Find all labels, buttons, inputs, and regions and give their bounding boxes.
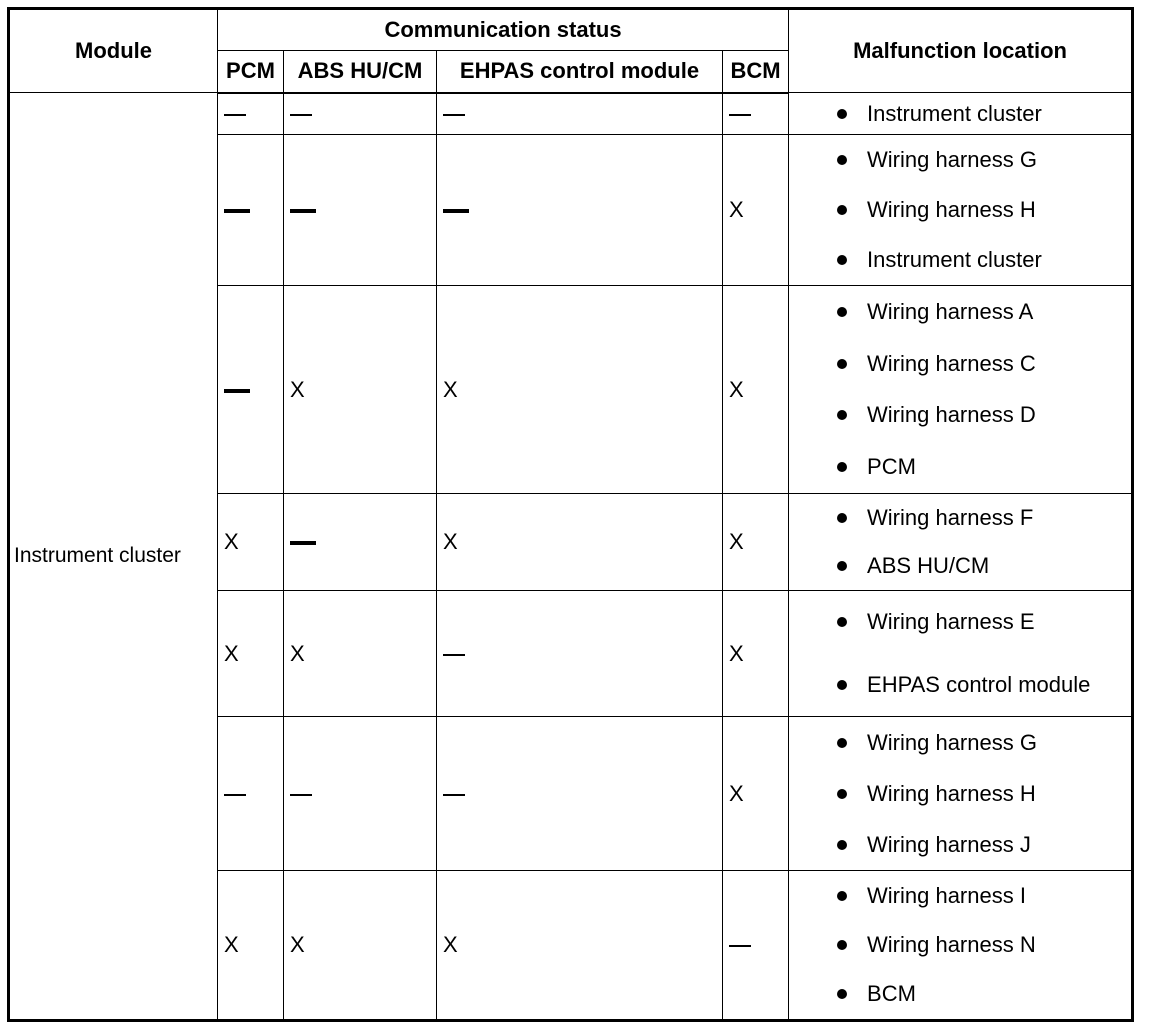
status-not-ok-mark: X: [290, 932, 305, 957]
location-text: EHPAS control module: [867, 671, 1091, 697]
list-item: [837, 100, 1131, 128]
column-header-ehpas: EHPAS control module: [437, 51, 723, 93]
status-ok-mark: [224, 209, 250, 213]
status-cell-abs: [284, 591, 437, 717]
bullet-icon: [837, 940, 847, 950]
list-item: [837, 931, 1131, 959]
location-text: Instrument cluster: [867, 100, 1042, 126]
list-item: [837, 552, 1131, 580]
status-ok-mark: [443, 654, 465, 656]
status-ok-mark: [443, 114, 465, 116]
bullet-icon: [837, 205, 847, 215]
list-item: [837, 980, 1131, 1008]
status-ok-mark: [224, 389, 250, 393]
bullet-icon: [837, 789, 847, 799]
status-ok-mark: [729, 945, 751, 947]
bullet-icon: [837, 840, 847, 850]
status-ok-mark: [443, 794, 465, 796]
list-item: [837, 729, 1131, 757]
location-list: [837, 286, 1131, 493]
location-text: PCM: [867, 454, 916, 480]
bullet-icon: [837, 738, 847, 748]
list-item: [837, 504, 1131, 532]
status-cell-bcm: [723, 286, 789, 494]
status-cell-pcm: [218, 286, 284, 494]
status-cell-abs: [284, 135, 437, 286]
communication-status-table: [7, 7, 1134, 1022]
bullet-icon: [837, 359, 847, 369]
location-text: Wiring harness G: [867, 147, 1037, 172]
bullet-icon: [837, 617, 847, 627]
location-text: Wiring harness H: [867, 197, 1036, 222]
status-cell-pcm: [218, 591, 284, 717]
location-list: [837, 717, 1131, 870]
bullet-icon: [837, 680, 847, 690]
location-text: Wiring harness E: [867, 609, 1035, 635]
location-text: Wiring harness G: [867, 729, 1037, 755]
status-ok-mark: [443, 209, 469, 213]
status-not-ok-mark: X: [729, 197, 744, 222]
status-cell-bcm: [723, 717, 789, 871]
location-text: Instrument cluster: [867, 247, 1042, 272]
malfunction-location-cell: [789, 591, 1133, 717]
status-ok-mark: [290, 114, 312, 116]
malfunction-location-cell: [789, 286, 1133, 494]
status-not-ok-mark: X: [443, 529, 458, 554]
column-header-abs: ABS HU/CM: [284, 51, 437, 93]
status-cell-pcm: [218, 93, 284, 135]
list-item: [837, 671, 1131, 699]
status-not-ok-mark: X: [729, 780, 744, 806]
status-cell-bcm: [723, 494, 789, 591]
status-not-ok-mark: X: [224, 529, 239, 554]
status-ok-mark: [224, 794, 246, 796]
communication-status-header: Communication status: [218, 9, 789, 51]
list-item: [837, 196, 1131, 224]
bullet-icon: [837, 109, 847, 119]
list-item: [837, 146, 1131, 174]
status-cell-bcm: [723, 93, 789, 135]
location-text: Wiring harness D: [867, 402, 1036, 428]
status-cell-abs: [284, 494, 437, 591]
list-item: [837, 882, 1131, 910]
status-cell-ehpas: [437, 93, 723, 135]
status-cell-ehpas: [437, 871, 723, 1021]
status-cell-pcm: [218, 717, 284, 871]
location-list: [837, 871, 1131, 1019]
status-ok-mark: [224, 114, 246, 116]
status-not-ok-mark: X: [290, 376, 305, 402]
status-cell-pcm: [218, 871, 284, 1021]
status-cell-abs: [284, 93, 437, 135]
bullet-icon: [837, 255, 847, 265]
module-header: Module: [9, 9, 218, 93]
status-cell-pcm: [218, 135, 284, 286]
list-item: [837, 831, 1131, 859]
status-ok-mark: [290, 794, 312, 796]
status-not-ok-mark: X: [224, 932, 239, 957]
status-cell-ehpas: [437, 717, 723, 871]
status-cell-abs: [284, 871, 437, 1021]
table-row: [9, 93, 1133, 135]
status-ok-mark: [290, 209, 316, 213]
location-list: [837, 135, 1131, 285]
status-not-ok-mark: X: [290, 640, 305, 666]
location-text: Wiring harness A: [867, 298, 1034, 324]
location-text: Wiring harness H: [867, 780, 1036, 806]
location-list: [837, 591, 1131, 716]
status-cell-ehpas: [437, 494, 723, 591]
status-not-ok-mark: X: [729, 529, 744, 554]
status-cell-pcm: [218, 494, 284, 591]
malfunction-location-cell: [789, 135, 1133, 286]
bullet-icon: [837, 891, 847, 901]
list-item: [837, 780, 1131, 808]
malfunction-location-cell: [789, 717, 1133, 871]
status-cell-ehpas: [437, 591, 723, 717]
malfunction-location-cell: [789, 93, 1133, 135]
location-text: Wiring harness C: [867, 350, 1036, 376]
status-cell-abs: [284, 286, 437, 494]
location-text: ABS HU/CM: [867, 553, 990, 578]
malfunction-location-header: Malfunction location: [789, 9, 1133, 93]
bullet-icon: [837, 307, 847, 317]
status-not-ok-mark: X: [729, 376, 744, 402]
column-header-pcm: PCM: [218, 51, 284, 93]
bullet-icon: [837, 155, 847, 165]
list-item: [837, 246, 1131, 274]
location-list: [837, 494, 1131, 590]
malfunction-location-cell: [789, 871, 1133, 1021]
status-not-ok-mark: X: [729, 640, 744, 666]
status-not-ok-mark: X: [443, 376, 458, 402]
bullet-icon: [837, 410, 847, 420]
bullet-icon: [837, 561, 847, 571]
column-header-bcm: BCM: [723, 51, 789, 93]
bullet-icon: [837, 989, 847, 999]
status-cell-ehpas: [437, 286, 723, 494]
location-text: BCM: [867, 981, 916, 1007]
status-cell-bcm: [723, 871, 789, 1021]
bullet-icon: [837, 462, 847, 472]
location-list: [837, 93, 1131, 134]
module-name-cell: Instrument cluster: [9, 93, 218, 1021]
location-text: Wiring harness F: [867, 505, 1034, 530]
status-not-ok-mark: X: [443, 932, 458, 957]
status-cell-bcm: [723, 135, 789, 286]
status-cell-abs: [284, 717, 437, 871]
list-item: [837, 350, 1131, 378]
status-ok-mark: [729, 114, 751, 116]
status-cell-ehpas: [437, 135, 723, 286]
list-item: [837, 453, 1131, 481]
location-text: Wiring harness J: [867, 831, 1031, 857]
list-item: [837, 298, 1131, 326]
list-item: [837, 608, 1131, 636]
bullet-icon: [837, 513, 847, 523]
location-text: Wiring harness N: [867, 931, 1036, 957]
list-item: [837, 401, 1131, 429]
malfunction-location-cell: [789, 494, 1133, 591]
status-cell-bcm: [723, 591, 789, 717]
status-ok-mark: [290, 541, 316, 545]
status-not-ok-mark: X: [224, 640, 239, 666]
location-text: Wiring harness I: [867, 882, 1026, 908]
